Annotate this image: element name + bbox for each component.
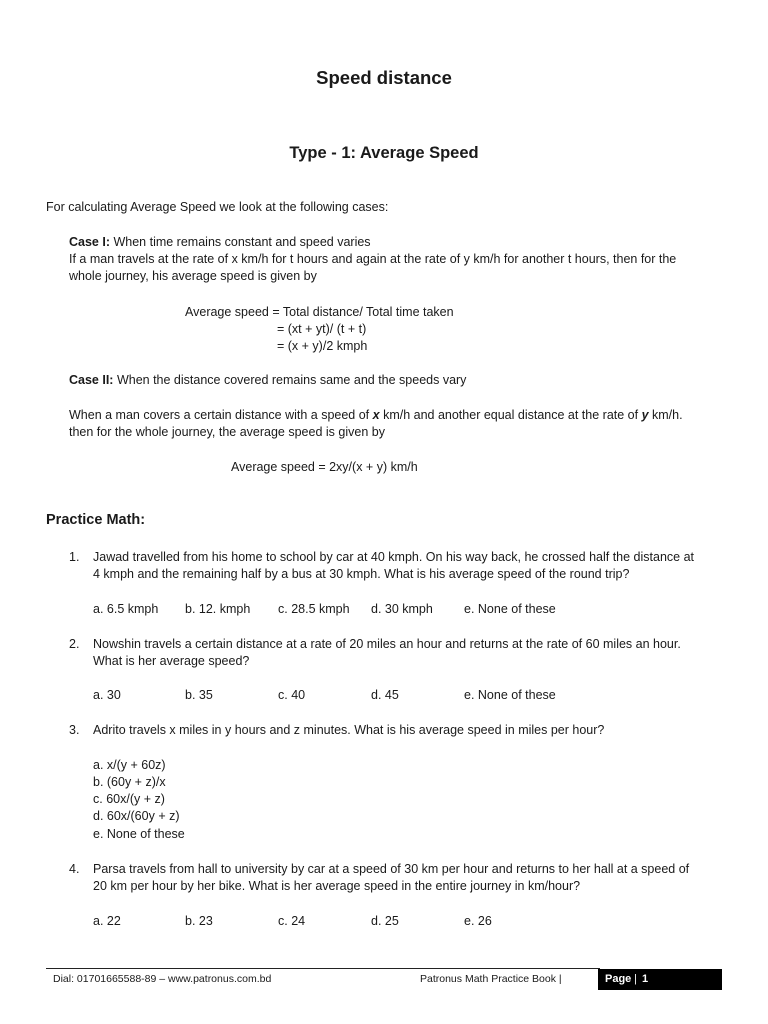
case1-line-1: If a man travels at the rate of x km/h for t hours and again at the rate of y km/h for another t hours, then for the [69, 252, 677, 266]
question-number: 4. [69, 862, 80, 876]
intro-text: For calculating Average Speed we look at the following cases: [46, 200, 389, 214]
question-text: 20 km per hour by her bike. What is her average speed in the entire journey in km/hour? [93, 879, 581, 893]
case2-line-1 [69, 407, 683, 424]
case2-var-y: y [641, 408, 649, 422]
option: d. 30 kmph [371, 602, 433, 616]
page-label: Page [605, 973, 632, 985]
type-heading: Type - 1: Average Speed [289, 144, 479, 162]
option: b. 12. kmph [185, 602, 251, 616]
options-row [0, 913, 768, 930]
document-title: Speed distance [316, 67, 452, 88]
option: c. 40 [278, 688, 306, 702]
question-text: Jawad travelled from his home to school by car at 40 kmph. On his way back, he crossed half the distance at [93, 550, 694, 564]
option: b. 35 [185, 688, 213, 702]
option: a. 30 [93, 688, 121, 702]
case1-formula-1: Average speed = Total distance/ Total time taken [185, 305, 454, 319]
option: a. x/(y + 60z) [93, 758, 166, 772]
case1-heading-text: When time remains constant and speed varies [110, 235, 371, 249]
case1-label: Case I: [69, 235, 110, 249]
options-row [0, 601, 768, 618]
option: c. 60x/(y + z) [93, 792, 165, 806]
question-text: 4 kmph and the remaining half by a bus at 30 kmph. What is his average speed of the round trip? [93, 567, 630, 581]
option: b. (60y + z)/x [93, 775, 166, 789]
case1-heading [69, 234, 371, 251]
case2-heading-text: When the distance covered remains same and the speeds vary [113, 373, 467, 387]
case2-line-1b: km/h and another equal distance at the rate of [379, 408, 642, 422]
option: c. 24 [278, 914, 306, 928]
option: e. 26 [464, 914, 492, 928]
footer-book-title: Patronus Math Practice Book | [420, 973, 562, 985]
question-number: 1. [69, 550, 80, 564]
case1-formula-2: = (xt + yt)/ (t + t) [277, 322, 367, 336]
question-text: Adrito travels x miles in y hours and z minutes. What is his average speed in miles per hour? [93, 723, 605, 737]
option: a. 6.5 kmph [93, 602, 159, 616]
case2-line-2: then for the whole journey, the average speed is given by [69, 425, 385, 439]
page-number: 1 [642, 973, 649, 985]
option: e. None of these [464, 602, 556, 616]
question-text: Nowshin travels a certain distance at a rate of 20 miles an hour and returns at the rate of 60 miles an hour. [93, 637, 681, 651]
option: b. 23 [185, 914, 213, 928]
option: c. 28.5 kmph [278, 602, 350, 616]
case2-label: Case II: [69, 373, 114, 387]
case2-line-1c: km/h. [648, 408, 683, 422]
options-row [0, 687, 768, 704]
footer-contact: Dial: 01701665588-89 – www.patronus.com.bd [53, 973, 272, 985]
footer-divider [46, 968, 600, 969]
page-separator: | [634, 973, 637, 985]
question-text: Parsa travels from hall to university by car at a speed of 30 km per hour and returns to her hall at a speed of [93, 862, 690, 876]
question-text: What is her average speed? [93, 654, 250, 668]
option: d. 60x/(60y + z) [93, 809, 180, 823]
question-number: 2. [69, 637, 80, 651]
option: a. 22 [93, 914, 121, 928]
question-number: 3. [69, 723, 80, 737]
case2-heading [69, 372, 466, 389]
option: e. None of these [464, 688, 556, 702]
case1-formula-3: = (x + y)/2 kmph [277, 339, 368, 353]
page-number-box [598, 969, 722, 990]
case1-line-2: whole journey, his average speed is given by [69, 269, 317, 283]
option: d. 25 [371, 914, 399, 928]
case2-var-x: x [372, 408, 380, 422]
option: d. 45 [371, 688, 399, 702]
option: e. None of these [93, 827, 185, 841]
case2-formula: Average speed = 2xy/(x + y) km/h [231, 460, 418, 474]
case2-line-1a: When a man covers a certain distance with a speed of [69, 408, 373, 422]
practice-heading: Practice Math: [46, 512, 146, 528]
